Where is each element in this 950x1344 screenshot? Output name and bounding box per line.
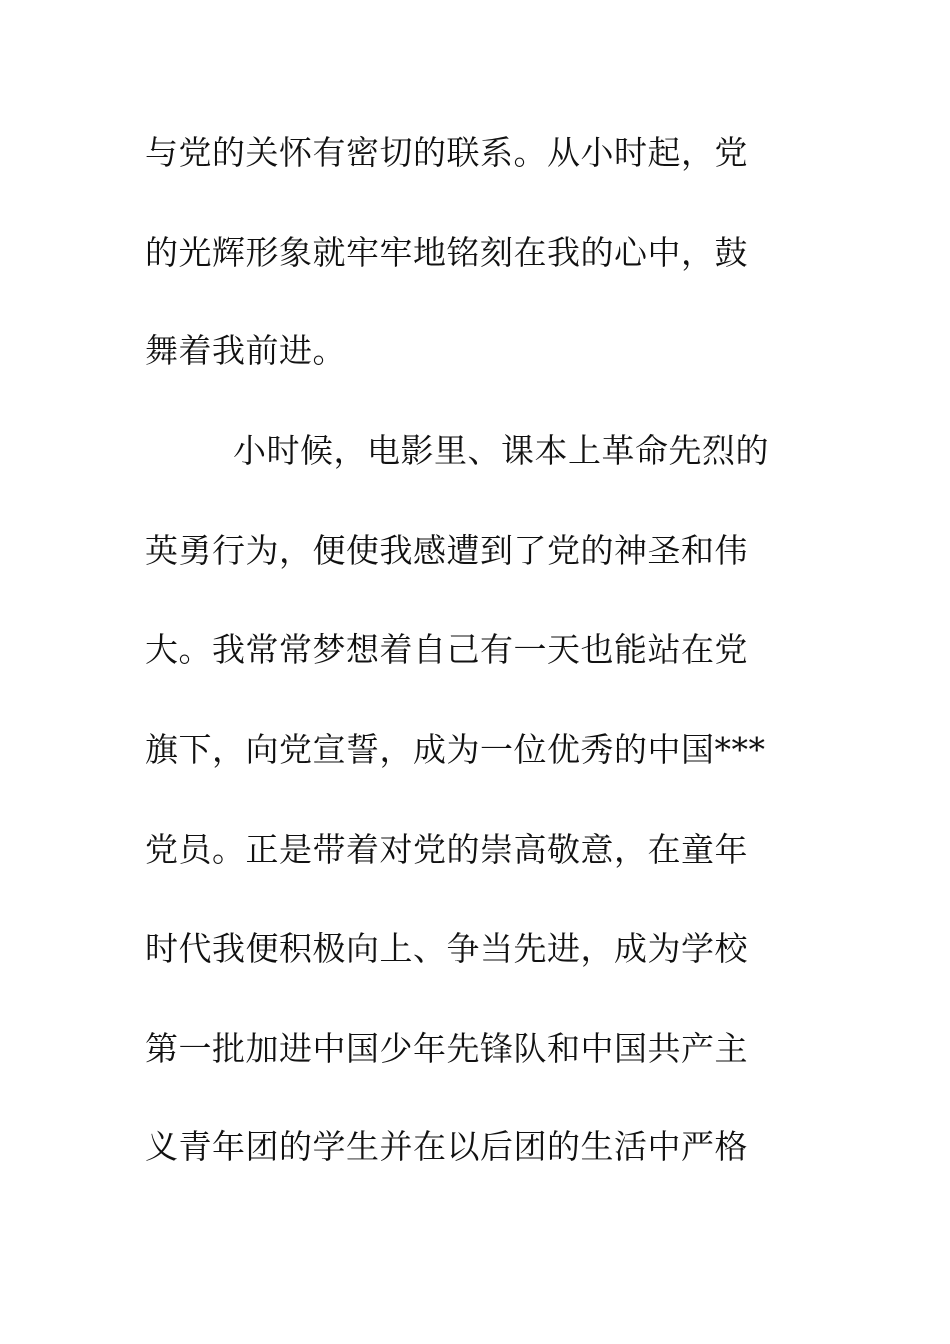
text-line-7: 旗下，向党宣誓，成为一位优秀的中国*** [145, 730, 766, 769]
text-line-4: 小时候，电影里、课本上革命先烈的 [233, 431, 769, 470]
text-line-10: 第一批加进中国少年先锋队和中国共产主 [145, 1029, 748, 1068]
text-line-5: 英勇行为，便使我感遭到了党的神圣和伟 [145, 531, 748, 570]
text-line-3: 舞着我前进。 [145, 331, 346, 370]
text-line-1: 与党的关怀有密切的联系。从小时起，党 [145, 133, 748, 172]
text-line-6: 大。我常常梦想着自己有一天也能站在党 [145, 630, 748, 669]
text-line-11: 义青年团的学生并在以后团的生活中严格 [145, 1127, 748, 1166]
text-line-8: 党员。正是带着对党的崇高敬意，在童年 [145, 830, 748, 869]
text-line-9: 时代我便积极向上、争当先进，成为学校 [145, 929, 748, 968]
text-line-2: 的光辉形象就牢牢地铭刻在我的心中，鼓 [145, 233, 748, 272]
